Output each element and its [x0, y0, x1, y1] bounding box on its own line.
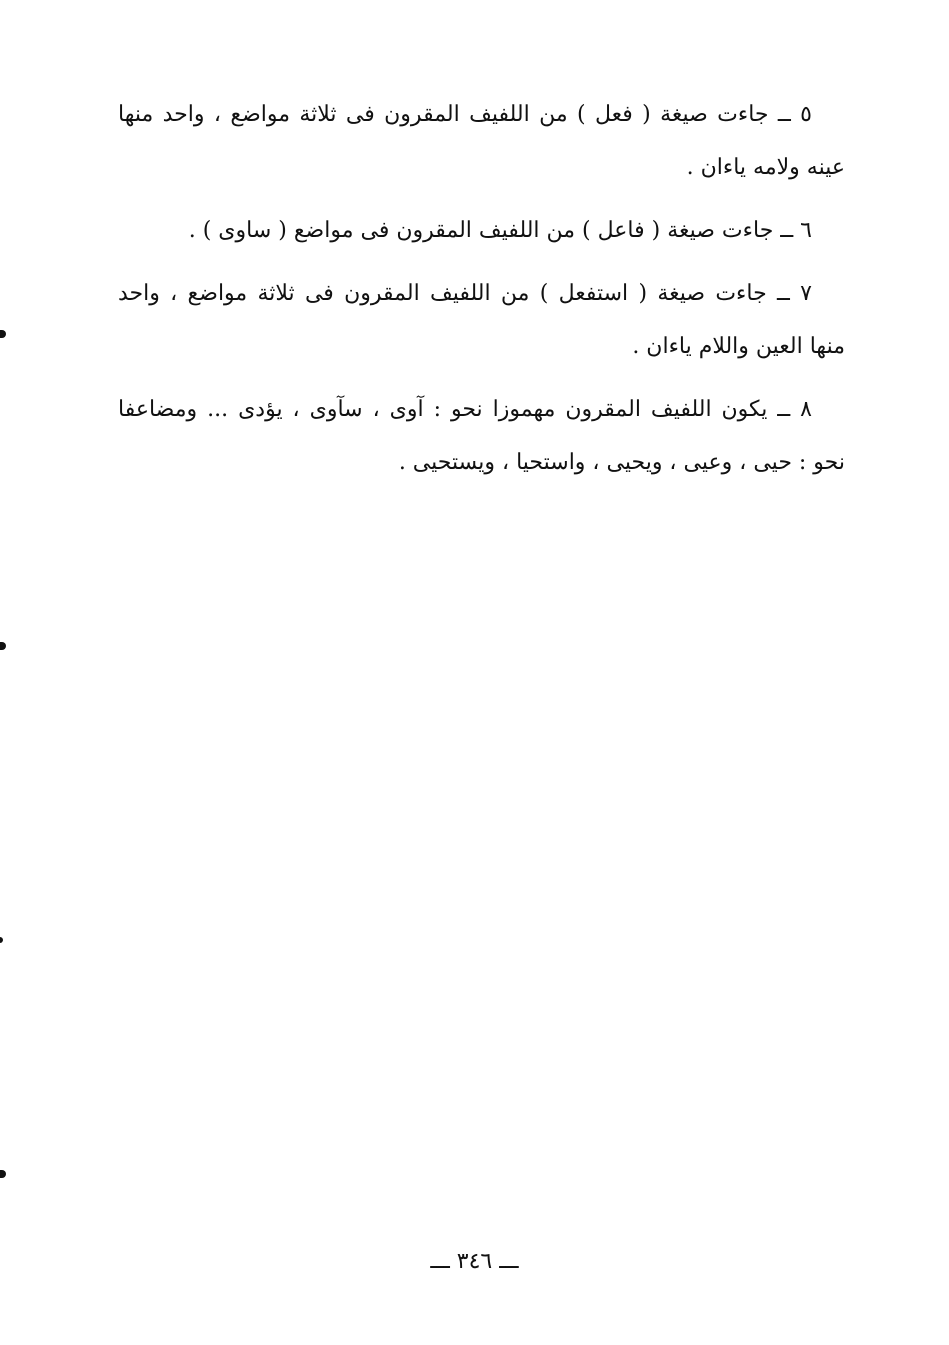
binding-mark: [0, 642, 6, 650]
paragraph-8-line-2: نحو : حيى ، وعيى ، ويحيى ، واستحيا ، ويستحيى .: [398, 450, 845, 475]
page-body: [118, 88, 845, 499]
paragraph-8: [118, 383, 845, 489]
paragraph-7: [118, 267, 845, 373]
paragraph-6: [118, 204, 845, 257]
binding-mark: [0, 1170, 6, 1178]
paragraph-5-line-1: ٥ ــ جاءت صيغة ( فعل ) من اللفيف المقرون فى ثلاثة مواضع ، واحد منها: [118, 102, 812, 127]
paragraph-5-line-2: عينه ولامه ياءان .: [686, 155, 845, 180]
binding-mark: [0, 330, 6, 338]
paragraph-5: [118, 88, 845, 194]
binding-mark: [0, 937, 3, 943]
paragraph-7-line-2: منها العين واللام ياءان .: [632, 334, 845, 359]
paragraph-7-line-1: ٧ ــ جاءت صيغة ( استفعل ) من اللفيف المقرون فى ثلاثة مواضع ، واحد: [118, 281, 812, 306]
page-number: ـــ ٣٤٦ ـــ: [430, 1249, 519, 1274]
paragraph-8-line-1: ٨ ــ يكون اللفيف المقرون مهموزا نحو : آوى ، سآوى ، يؤدى ... ومضاعفا: [118, 397, 812, 422]
paragraph-6-line-1: ٦ ــ جاءت صيغة ( فاعل ) من اللفيف المقرون فى مواضع ( ساوى ) .: [188, 218, 812, 243]
